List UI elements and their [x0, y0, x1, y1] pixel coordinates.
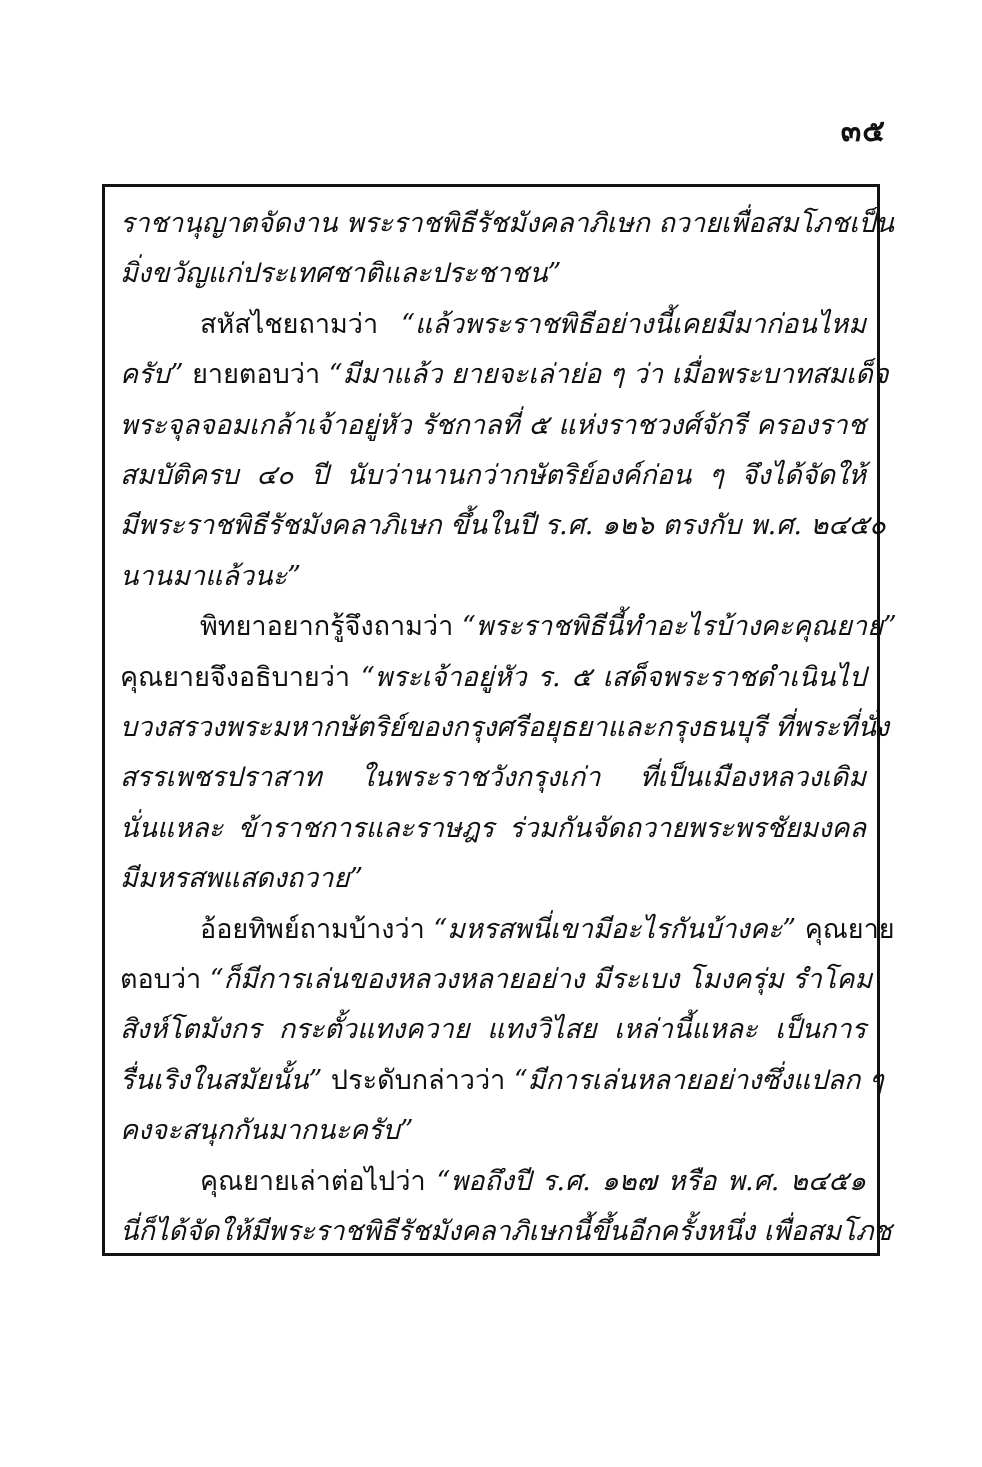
- text-line: [120, 456, 866, 496]
- text-line: [120, 859, 866, 899]
- text-line: [120, 1061, 884, 1101]
- text-line: [120, 708, 890, 748]
- narration: ตอบว่า: [120, 964, 210, 995]
- quoted-speech: นั่นแหละ ข้าราชการและราษฎร ร่วมกันจัดถวายพระพรชัยมงคล: [120, 812, 866, 844]
- text-line: [120, 1212, 892, 1252]
- text-line: [120, 204, 894, 244]
- text-line: [200, 1162, 866, 1202]
- text-line: [120, 809, 866, 849]
- quoted-speech: มีพระราชพิธีรัชมังคลาภิเษก ขึ้นในปี ร.ศ. ๑๒๖ ตรงกับ พ.ศ. ๒๔๕๐: [120, 510, 886, 542]
- quoted-speech: สรรเพชรปราสาท ในพระราชวังกรุงเก่า ที่เป็นเมืองหลวงเดิม: [120, 762, 866, 794]
- text-line: [120, 758, 866, 798]
- quoted-speech: มิ่งขวัญแก่ประเทศชาติและประชาชน”: [120, 258, 562, 290]
- quoted-speech: พระจุลจอมเกล้าเจ้าอยู่หัว รัชกาลที่ ๕ แห่งราชวงศ์จักรี ครองราช: [120, 409, 866, 441]
- quoted-speech: รื่นเริงในสมัยนั้น”: [120, 1064, 323, 1096]
- quoted-speech: “พระเจ้าอยู่หัว ร. ๕ เสด็จพระราชดำเนินไป: [360, 661, 866, 693]
- narration: คุณยายจึงอธิบายว่า: [120, 661, 361, 693]
- text-line: [120, 1010, 866, 1050]
- quoted-speech: ราชานุญาตจัดงาน พระราชพิธีรัชมังคลาภิเษก ถวายเพื่อสมโภชเป็น: [120, 208, 894, 239]
- text-line: [120, 658, 866, 698]
- text-line: [120, 406, 866, 446]
- narration: ยายตอบว่า: [183, 359, 329, 391]
- quoted-speech: “มีการเล่นหลายอย่างซึ่งแปลก ๆ: [513, 1064, 884, 1096]
- text-line: [200, 305, 866, 345]
- narration: สหัสไชยถามว่า: [200, 308, 402, 340]
- text-line: [120, 254, 866, 294]
- quoted-speech: สมบัติครบ ๔๐ ปี นับว่านานกว่ากษัตริย์องค์ก่อน ๆ จึงได้จัดให้: [120, 460, 866, 491]
- quoted-speech: นี่ก็ได้จัดให้มีพระราชพิธีรัชมังคลาภิเษกนี้ขึ้นอีกครั้งหนึ่ง เพื่อสมโภช: [120, 1216, 892, 1247]
- text-line: [120, 506, 886, 546]
- quoted-speech: “มหรสพนี่เขามีอะไรกันบ้างคะ”: [433, 913, 797, 945]
- narration: อ้อยทิพย์ถามบ้างว่า: [200, 913, 434, 945]
- text-line: [120, 557, 866, 597]
- quoted-speech: สิงห์โตมังกร กระตั้วแทงควาย แทงวิไสย เหล่านี้แหละ เป็นการ: [120, 1014, 866, 1046]
- quoted-speech: “มีมาแล้ว ยายจะเล่าย่อ ๆ ว่า เมื่อพระบาทสมเด็จ: [328, 359, 889, 391]
- text-line: [200, 607, 897, 647]
- quoted-speech: ครับ”: [120, 359, 184, 391]
- quoted-speech: “พอถึงปี ร.ศ. ๑๒๗ หรือ พ.ศ. ๒๔๕๑: [436, 1165, 866, 1197]
- quoted-speech: บวงสรวงพระมหากษัตริย์ของกรุงศรีอยุธยาและกรุงธนบุรี ที่พระที่นั่ง: [120, 712, 890, 743]
- quoted-speech: “พระราชพิธีนี้ทำอะไรบ้างคะคุณยาย”: [461, 611, 897, 643]
- text-line: [200, 910, 895, 950]
- quoted-speech: “ก็มีการเล่นของหลวงหลายอย่าง มีระเบง โมงครุ่ม รำโคม: [209, 964, 873, 995]
- narration: คุณยายเล่าต่อไปว่า: [200, 1165, 437, 1197]
- quoted-speech: มีมหรสพแสดงถวาย”: [120, 863, 364, 895]
- narration: คุณยาย: [796, 913, 895, 945]
- text-line: [120, 355, 889, 395]
- text-line: [120, 960, 873, 1000]
- page-number: ๓๕: [840, 114, 886, 149]
- quoted-speech: “แล้วพระราชพิธีอย่างนี้เคยมีมาก่อนไหม: [401, 308, 866, 340]
- narration: ประดับกล่าวว่า: [322, 1064, 514, 1096]
- text-line: [120, 1111, 866, 1151]
- quoted-speech: นานมาแล้วนะ”: [120, 560, 301, 592]
- quoted-speech: คงจะสนุกกันมากนะครับ”: [120, 1115, 414, 1147]
- narration: พิทยาอยากรู้จึงถามว่า: [200, 611, 462, 643]
